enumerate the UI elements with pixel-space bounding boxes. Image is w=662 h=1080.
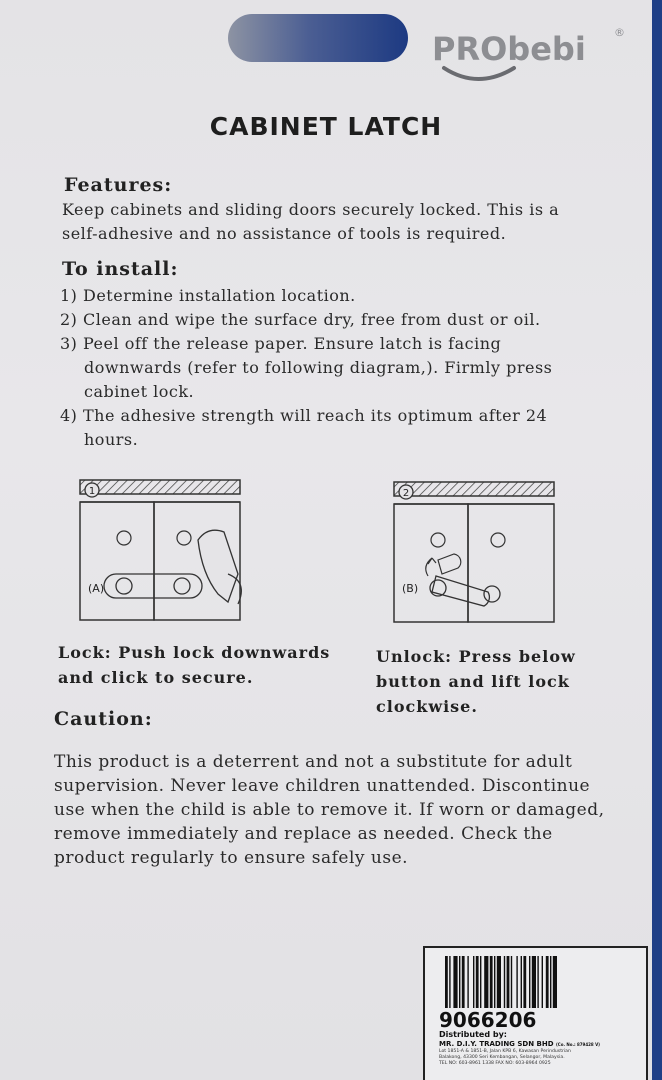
caution-line: product regularly to ensure safely use. <box>54 848 409 868</box>
barcode-bar <box>553 956 557 1008</box>
caution-line: use when the child is able to remove it. If worn or damaged, <box>54 800 605 820</box>
barcode-bar <box>484 956 488 1008</box>
barcode-bar <box>521 956 522 1008</box>
barcode-bar <box>532 956 536 1008</box>
barcode-bar <box>462 956 465 1008</box>
caution-heading: Caution: <box>54 708 153 730</box>
caution-line: This product is a deterrent and not a substitute for adult <box>54 752 573 772</box>
barcode-label <box>423 946 648 1080</box>
hang-hole <box>228 14 408 62</box>
barcode-bar <box>449 956 450 1008</box>
diagram-unlock <box>392 480 558 626</box>
brand-logo <box>432 26 632 90</box>
barcode-bar <box>546 956 549 1008</box>
caution-text <box>54 750 614 870</box>
unlock-caption <box>376 644 576 719</box>
diagram-label: (B) <box>402 582 419 595</box>
registered-mark: ® <box>614 26 625 39</box>
barcode-bar <box>459 956 460 1008</box>
barcode-bar <box>497 956 501 1008</box>
hand-icon <box>198 530 238 602</box>
install-step-cont: hours. <box>84 430 139 449</box>
barcode-bar <box>453 956 457 1008</box>
features-text <box>62 198 559 246</box>
install-step-cont: cabinet lock. <box>84 382 195 401</box>
barcode-bar <box>445 956 448 1008</box>
rotate-arrow-icon <box>426 558 432 576</box>
install-heading: To install: <box>62 258 179 280</box>
product-title: CABINET LATCH <box>209 112 443 141</box>
unlock-caption-line: Unlock: Press below <box>376 647 576 666</box>
address-line: Balakong, 43300 Seri Kembangan, Selangor, Malaysia. <box>439 1055 565 1060</box>
logo-smile-icon <box>438 64 518 84</box>
distributed-by: Distributed by: <box>439 1030 507 1039</box>
barcode-bar <box>504 956 505 1008</box>
barcode-bar <box>537 956 538 1008</box>
install-step: 2) Clean and wipe the surface dry, free from dust or oil. <box>60 310 541 329</box>
diagram-label: (A) <box>88 582 105 595</box>
features-line: self-adhesive and no assistance of tools is required. <box>62 224 507 243</box>
barcode-icon <box>445 956 613 1008</box>
barcode-bar <box>516 956 517 1008</box>
address-line: Lot 1851-A & 1851-B, Jalan KPB 6, Kawasan Perindustrian <box>439 1049 571 1054</box>
lock-caption <box>58 640 330 690</box>
company-number: (Co. No.: 879428 V) <box>555 1042 600 1047</box>
company-name: MR. D.I.Y. TRADING SDN BHD <box>439 1040 554 1048</box>
install-step: 3) Peel off the release paper. Ensure latch is facing <box>60 334 502 353</box>
features-line: Keep cabinets and sliding doors securely locked. This is a <box>62 200 560 219</box>
caution-line: remove immediately and replace as needed. Check the <box>54 824 553 844</box>
distributor-address <box>439 1049 639 1067</box>
diagram-number: 2 <box>402 488 410 499</box>
unlock-caption-line: clockwise. <box>376 697 478 716</box>
diagram-lock <box>78 478 244 624</box>
distributor-company <box>439 1040 600 1048</box>
features-heading: Features: <box>64 174 173 196</box>
lock-caption-line: and click to secure. <box>58 668 254 687</box>
barcode-bar <box>507 956 510 1008</box>
unlock-caption-line: button and lift lock <box>376 672 570 691</box>
install-steps <box>60 284 620 452</box>
barcode-bar <box>467 956 468 1008</box>
caution-line: supervision. Never leave children unattended. Discontinue <box>54 776 591 796</box>
lock-caption-line: Lock: Push lock downwards <box>58 643 331 662</box>
install-step: 1) Determine installation location. <box>60 286 356 305</box>
address-line: TEL NO: 603-8961 1338 FAX NO: 603-8964 0925 <box>439 1061 551 1066</box>
barcode-bar <box>529 956 530 1008</box>
barcode-bar <box>511 956 512 1008</box>
barcode-bar <box>490 956 493 1008</box>
barcode-bar <box>480 956 481 1008</box>
brand-name: PRObebi <box>432 30 586 68</box>
barcode-number: 9066206 <box>439 1008 537 1032</box>
barcode-bar <box>473 956 474 1008</box>
install-step: 4) The adhesive strength will reach its optimum after 24 <box>60 406 548 425</box>
barcode-bar <box>550 956 551 1008</box>
install-step-cont: downwards (refer to following diagram,). Firmly press <box>84 358 553 377</box>
barcode-bar <box>494 956 495 1008</box>
barcode-bar <box>523 956 526 1008</box>
barcode-bar <box>542 956 543 1008</box>
barcode-bar <box>476 956 479 1008</box>
diagram-number: 1 <box>88 486 96 497</box>
